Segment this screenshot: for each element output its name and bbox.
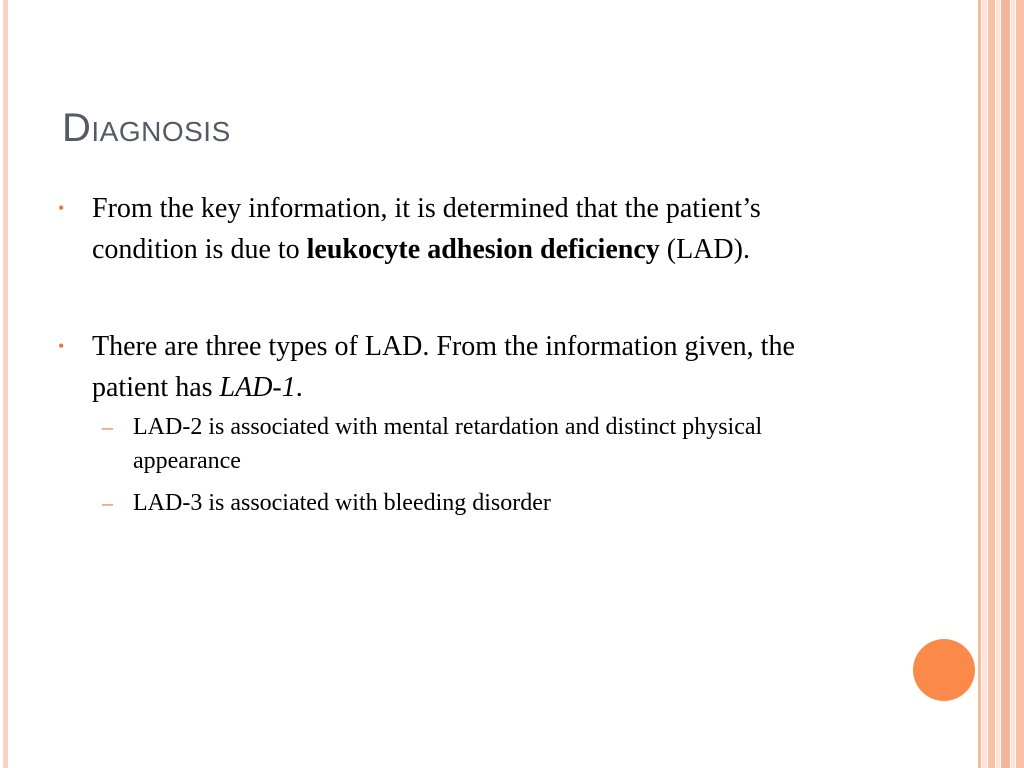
bullet-text: From the key information, it is determined that the patient’s condition is due to (92, 193, 761, 265)
bullet-text: There are three types of LAD. From the information given, the patient has (92, 331, 795, 403)
bullet-dot-icon: • (58, 198, 65, 218)
right-stripe (1011, 0, 1015, 768)
bullet-item (58, 326, 818, 408)
sub-bullet-text: LAD-3 is associated with bleeding disorder (133, 490, 551, 516)
right-stripe (996, 0, 1000, 768)
bullet-bold-text: leukocyte adhesion deficiency (306, 234, 660, 265)
bullet-text: (LAD). (659, 234, 750, 265)
sub-bullet-item (58, 410, 818, 478)
right-stripe (982, 0, 987, 768)
bullet-italic-text: LAD-1 (219, 372, 296, 403)
bullet-dot-icon: • (58, 336, 65, 356)
right-stripe (1016, 0, 1024, 768)
dash-icon: – (102, 490, 113, 515)
slide-title: Diagnosis (62, 106, 231, 150)
right-stripe (1001, 0, 1010, 768)
dash-icon: – (102, 414, 113, 439)
sub-bullet-text: LAD-2 is associated with mental retardation and distinct physical appearance (133, 414, 763, 474)
left-border-decoration (3, 0, 8, 768)
bullet-text: . (295, 372, 303, 403)
slide-content (58, 188, 818, 520)
sub-bullet-item (58, 486, 818, 520)
right-stripe (988, 0, 995, 768)
right-stripe (978, 0, 981, 768)
bullet-item (58, 188, 818, 270)
orange-circle-decoration (913, 639, 975, 701)
